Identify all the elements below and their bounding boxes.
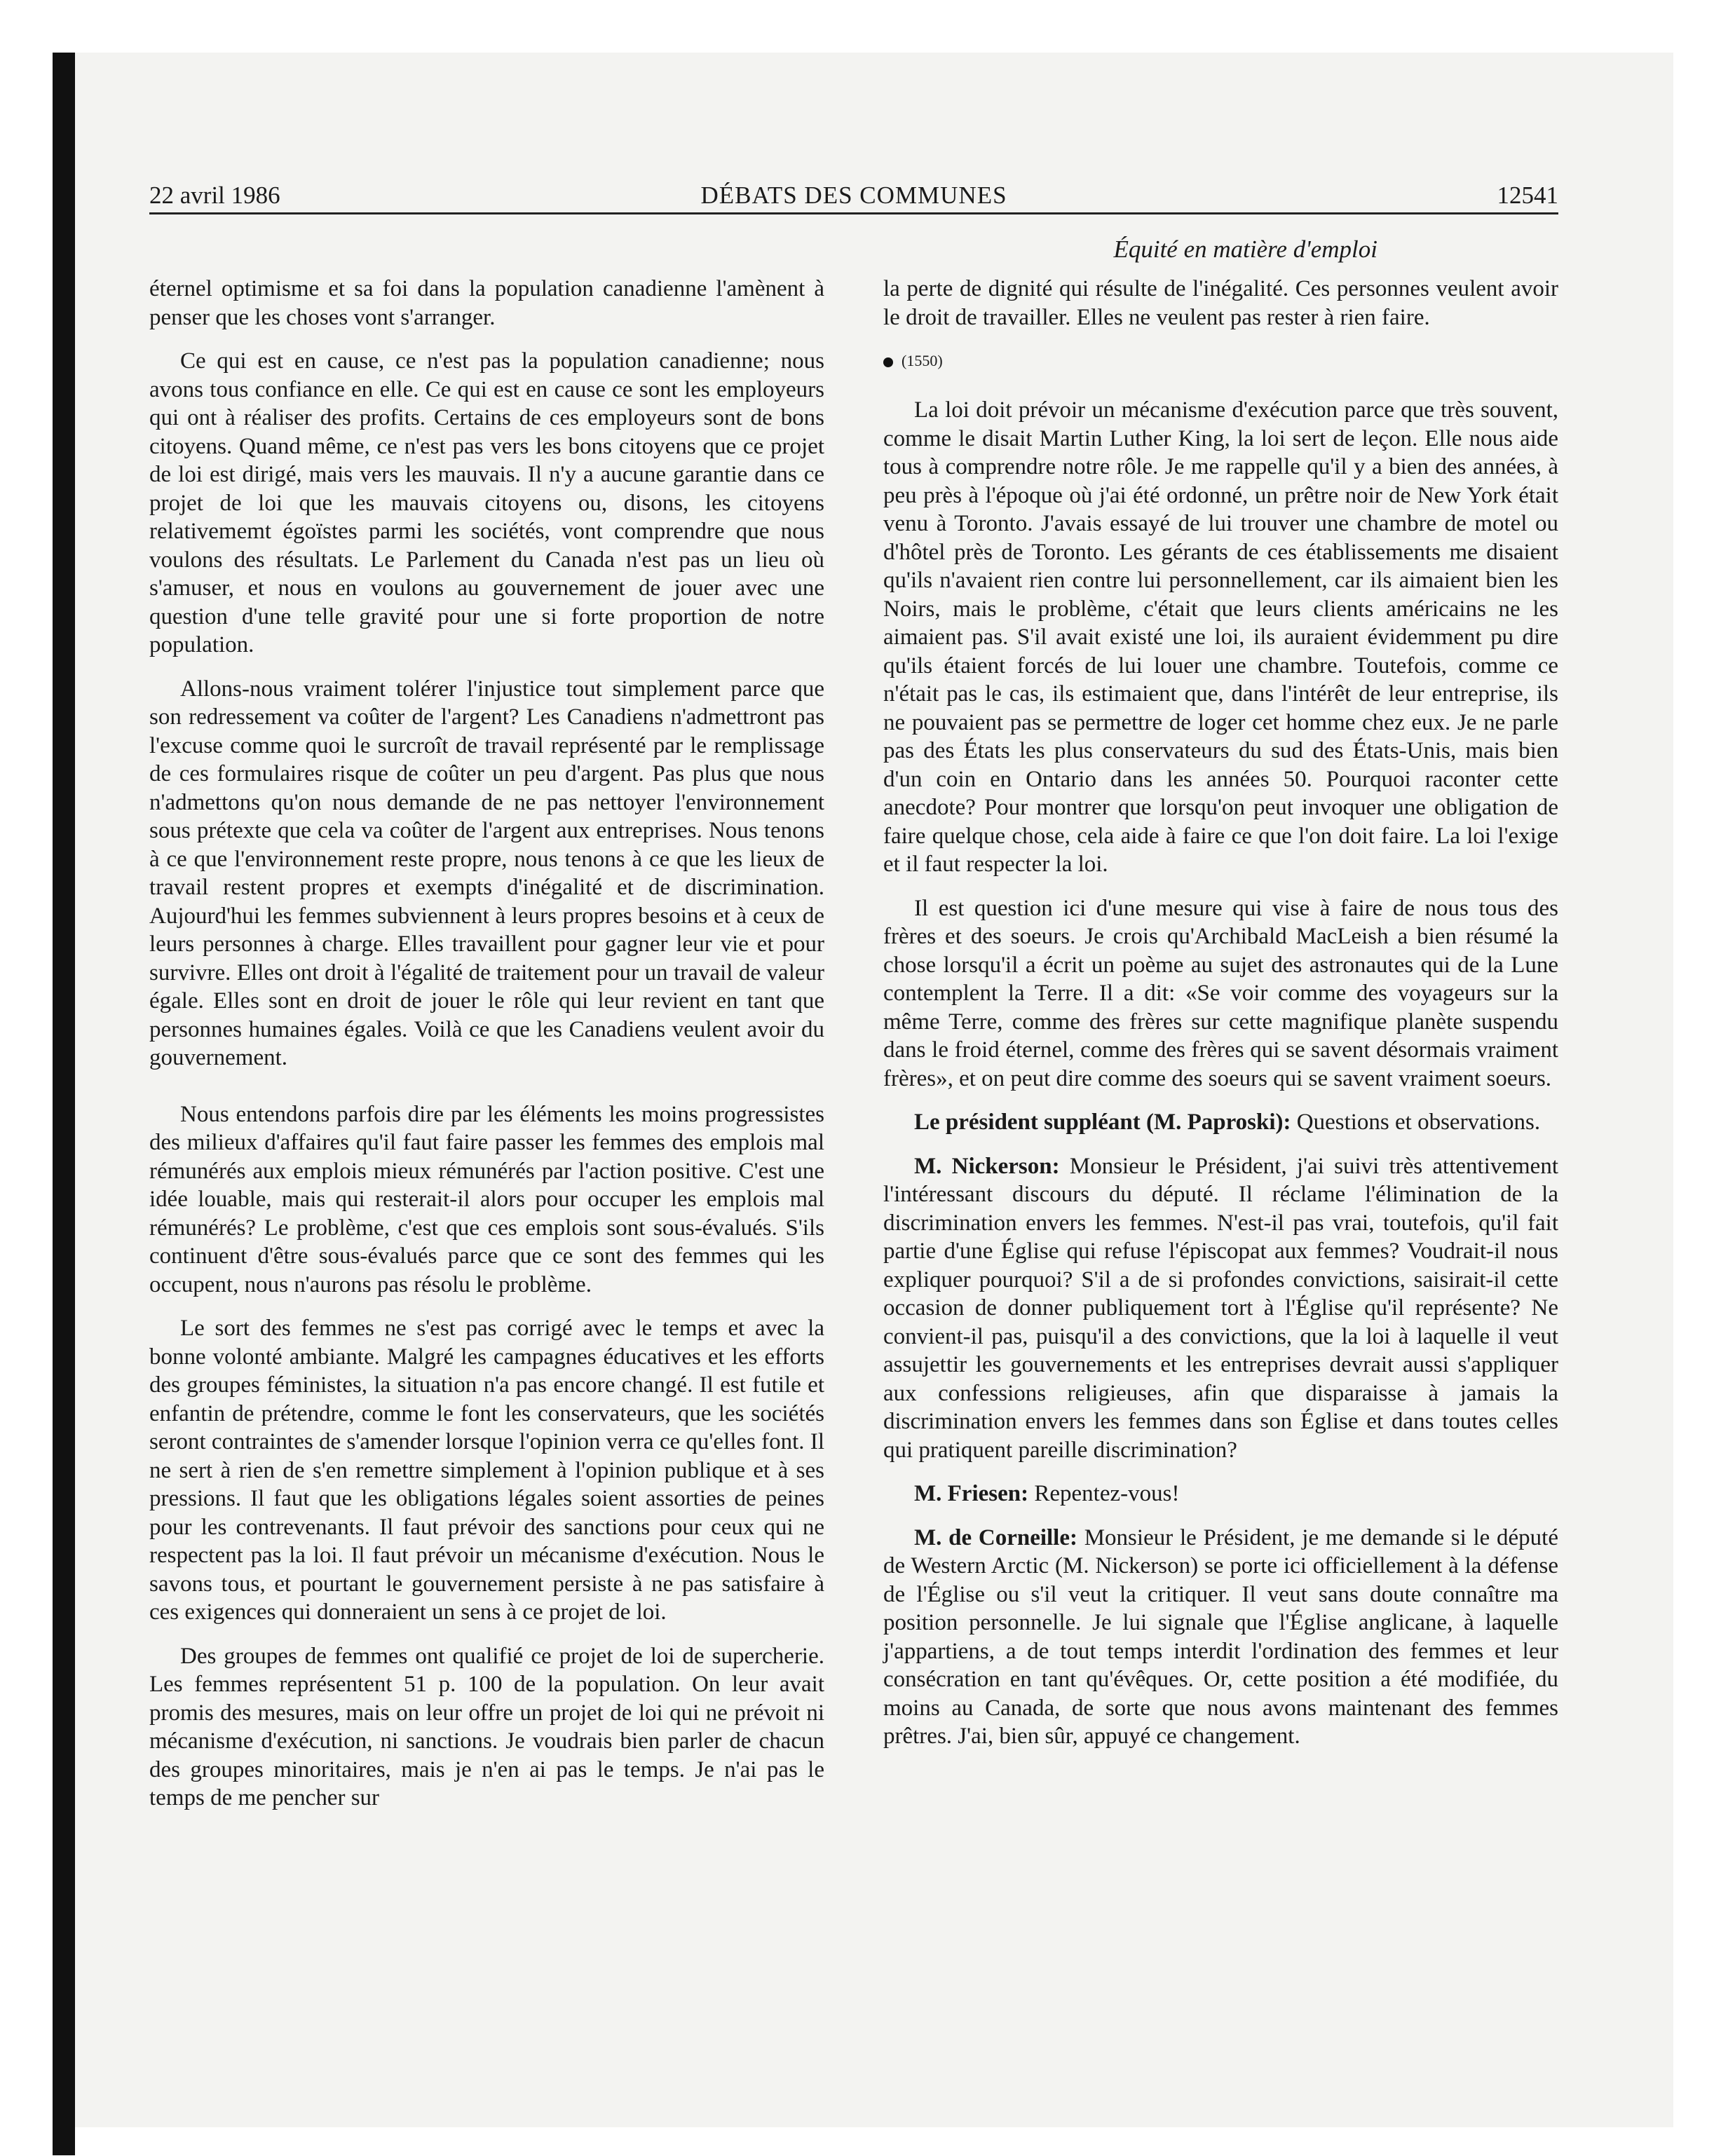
speech bbox=[883, 1524, 1558, 1751]
paragraph: Ce qui est en cause, ce n'est pas la population canadienne; nous avons tous confiance en elle. Ce qui est en cause ce sont les employeurs qui ont à réaliser des profits. Certains de ces employeurs sont de bons citoyens. Quand même, ce n'est pas vers les bons citoyens que ce projet de loi est dirigé, mais vers les mauvais. Il n'y a aucune garantie dans ce projet de loi que les mauvais citoyens ou, disons, les citoyens relativememt égoïstes parmi les sociétés, vont comprendre que nous voulons des résultats. Le Parlement du Canada n'est pas un lieu où s'amuser, et nous en voulons au gouvernement de jouer avec une question d'une telle gravité pour une si forte proportion de notre population. bbox=[149, 348, 824, 657]
speech bbox=[883, 1480, 1558, 1508]
speaker-name: M. Friesen: bbox=[914, 1481, 1029, 1506]
speaker-name: Le président suppléant (M. Paproski): bbox=[914, 1110, 1291, 1135]
right-column bbox=[883, 275, 1558, 1766]
paragraph: Il est question ici d'une mesure qui vise à faire de nous tous des frères et des soeurs. Je crois qu'Archibald MacLeish a bien résumé la chose lorsqu'il a écrit un poème au sujet des astronautes qui de la Lune contemplent la Terre. Il a dit: «Se voir comme des voyageurs sur la même Terre, comme des frères sur cette magnifique planète suspendu dans le froid éternel, comme des frères qui se savent désormais vraiment frères», et on peut dire comme des soeurs qui se savent vraiment soeurs. bbox=[883, 895, 1558, 1091]
paragraph: Allons-nous vraiment tolérer l'injustice tout simplement parce que son redressement va coûter de l'argent? Les Canadiens n'admettront pas l'excuse comme quoi le surcroît de travail représenté par le remplissage de ces formulaires risque de coûter un peu d'argent. Pas plus que nous n'admettons qu'on nous demande de ne pas nettoyer l'environnement sous prétexte que cela va coûter de l'argent aux entreprises. Nous tenons à ce que l'environnement reste propre, nous tenons à ce que les lieux de travail restent propres et exempts d'inégalité et de discrimination. Aujourd'hui les femmes subviennent à leurs propres besoins et à ceux de leurs personnes à charge. Elles travaillent pour gagner leur vie et pour survivre. Elles ont droit à l'égalité de traitement pour un travail de valeur égale. Elles sont en droit de jouer le rôle qui leur revient en tant que personnes humaines égales. Voilà ce que les Canadiens veulent avoir du gouvernement. bbox=[149, 676, 824, 1070]
bullet-icon bbox=[883, 357, 893, 367]
header-title: DÉBATS DES COMMUNES bbox=[700, 182, 1007, 209]
speech-text: Repentez-vous! bbox=[1028, 1481, 1180, 1506]
page-header bbox=[149, 180, 1558, 211]
time-marker-text: (1550) bbox=[901, 352, 943, 369]
paragraph: Le sort des femmes ne s'est pas corrigé avec le temps et avec la bonne volonté ambiante. Malgré les campagnes éducatives et les efforts des groupes féministes, la situation n'a pas encore changé. Il est futile et enfantin de prétendre, comme le font les conservateurs, que les sociétés seront contraintes de s'amender lorsque l'opinion verra ce qu'elles font. Il ne sert à rien de s'en remettre simplement à l'opinion publique et à ses pressions. Il faut que les obligations légales soient assorties de peines pour les contrevenants. Il faut prévoir des sanctions pour ceux qui ne respectent pas la loi. Il faut prévoir un mécanisme d'exécution. Nous le savons tous, et pourtant le gouvernement persiste à ne pas satisfaire à ces exigences qui donneraient un sens à ce projet de loi. bbox=[149, 1316, 824, 1625]
speaker-name: M. Nickerson: bbox=[914, 1153, 1060, 1179]
speech-text: Monsieur le Président, j'ai suivi très attentivement l'intéressant discours du député. Il réclame l'élimination de la discrimination envers les femmes. N'est-il pas vrai, toutefois, qu'il fait partie d'une Église qui refuse l'épiscopat aux femmes? Voudrait-il nous expliquer pourquoi? S'il a de si profondes convictions, saisirait-il cette occasion de donner publiquement tort à l'Église qu'il représente? Ne convient-il pas, puisqu'il a des convictions, que la loi à laquelle il veut assujettir les gouvernements et les entreprises devrait aussi s'appliquer aux confessions religieuses, afin que disparaisse à jamais la discrimination envers les femmes dans son Église et dans toutes celles qui pratiquent pareille discrimination? bbox=[883, 1153, 1558, 1463]
speech bbox=[883, 1108, 1558, 1137]
left-column bbox=[149, 275, 824, 1828]
scan-margin bbox=[53, 0, 1735, 53]
speech bbox=[883, 1152, 1558, 1465]
paragraph: la perte de dignité qui résulte de l'inégalité. Ces personnes veulent avoir le droit de travailler. Elles ne veulent pas rester à rien faire. bbox=[883, 276, 1558, 330]
speech-text: Monsieur le Président, je me demande si le député de Western Arctic (M. Nickerson) se porte ici officiellement à la défense de l'Église ou s'il veut la critiquer. Il veut sans doute connaître ma position personnelle. Je lui signale que l'Église anglicane, à laquelle j'appartiens, a de tout temps interdit l'ordination des femmes et leur consécration en tant qu'évêques. Or, cette position a été modifiée, du moins au Canada, de sorte que nous avons maintenant des femmes prêtres. J'ai, bien sûr, appuyé ce changement. bbox=[883, 1524, 1558, 1749]
header-date: 22 avril 1986 bbox=[149, 182, 280, 209]
paragraph: Nous entendons parfois dire par les éléments les moins progressistes des milieux d'affaires qu'il faut faire passer les femmes des emplois mal rémunérés aux emplois mieux rémunérés par l'action positive. C'est une idée louable, mais qui resterait-il alors pour occuper les emplois mal rémunérés? Le problème, c'est que ces emplois sont sous-évalués. S'ils continuent d'être sous-évalués parce que ce sont des femmes qui les occupent, nous n'aurons pas résolu le problème. bbox=[149, 1101, 824, 1297]
paragraph: La loi doit prévoir un mécanisme d'exécution parce que très souvent, comme le disait Martin Luther King, la loi sert de leçon. Elle nous aide tous à comprendre notre rôle. Je me rappelle qu'il y a bien des années, à peu près à l'époque où j'ai été ordonné, un prêtre noir de New York était venu à Toronto. J'avais essayé de lui trouver une chambre de motel ou d'hôtel près de Toronto. Les gérants de ces établissements me disaient qu'ils n'avaient rien contre lui personnellement, car ils aimaient bien les Noirs, mais le problème, c'était que leurs clients américains ne les aimaient pas. S'il avait existé une loi, ils auraient évidemment pu dire qu'ils étaient forcés de lui louer une chambre. Toutefois, comme ce n'était pas le cas, ils estimaient que, dans l'intérêt de leur entreprise, ils ne pouvaient pas se permettre de loger cet homme chez eux. Je ne parle pas des États les plus conservateurs du sud des États-Unis, mais bien d'un coin en Ontario dans les années 50. Pourquoi raconter cette anecdote? Pour montrer que lorsqu'on peut invoquer une obligation de faire quelque chose, cela aide à faire ce que l'on doit faire. La loi l'exige et il faut respecter la loi. bbox=[883, 397, 1558, 877]
time-marker bbox=[883, 347, 1558, 375]
header-rule bbox=[149, 212, 1558, 214]
paragraph: éternel optimisme et sa foi dans la population canadienne l'amènent à penser que les choses vont s'arranger. bbox=[149, 276, 824, 330]
scan-binding-edge bbox=[53, 53, 75, 2155]
speech-text: Questions et observations. bbox=[1291, 1110, 1541, 1135]
header-page-number: 12541 bbox=[1497, 182, 1558, 209]
section-title: Équité en matière d'emploi bbox=[1113, 236, 1377, 263]
speaker-name: M. de Corneille: bbox=[914, 1524, 1077, 1550]
paragraph: Des groupes de femmes ont qualifié ce projet de loi de supercherie. Les femmes représentent 51 p. 100 de la population. On leur avait promis des mesures, mais on leur offre un projet de loi qui ne prévoit ni mécanisme d'exécution, ni sanctions. Je voudrais bien parler de chacun des groupes minoritaires, mais je n'en ai pas le temps. Je n'ai pas le temps de me pencher sur bbox=[149, 1643, 824, 1810]
